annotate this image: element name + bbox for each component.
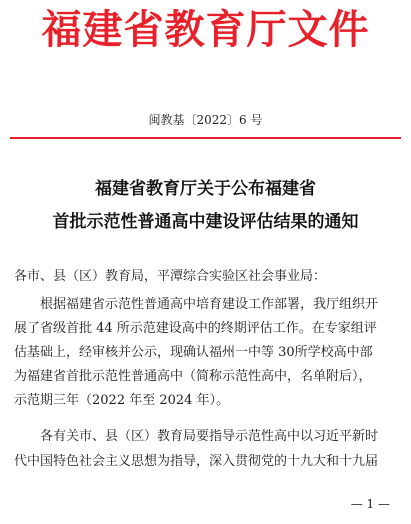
body-line-4: 为福建省首批示范性普通高中（简称示范性高中，名单附后）， [14,369,372,384]
notice-title-line-2: 首批示范性普通高中建设评估结果的通知 [52,212,359,232]
salutation-line: 各市、县（区）教育局，平潭综合实验区社会事业局： [14,269,327,284]
document-number: 闽教基〔2022〕6 号 [148,113,263,127]
masthead-title: 福建省教育厅文件 [41,6,370,53]
page-number: — 1 — [350,497,390,511]
body-line-2: 展了省级首批 44 所示范建设高中的终期评估工作。在专家组评 [14,321,377,336]
body-line-7: 代中国特色社会主义思想为指导，深入贯彻党的十九大和十九届 [14,454,379,469]
body-line-1: 根据福建省示范性普通高中培育建设工作部署，我厅组织开 [14,297,379,312]
notice-title-line-1: 福建省教育厅关于公布福建省 [95,179,316,199]
body-line-6: 各有关市、县（区）教育局要指导示范性高中以习近平新时 [14,429,379,444]
red-divider-line [10,137,401,139]
body-line-3: 估基础上，经审核并公示，现确认福州一中等 30所学校高中部 [14,345,373,360]
body-line-5: 示范期三年（2022 年至 2024 年）。 [14,393,230,408]
